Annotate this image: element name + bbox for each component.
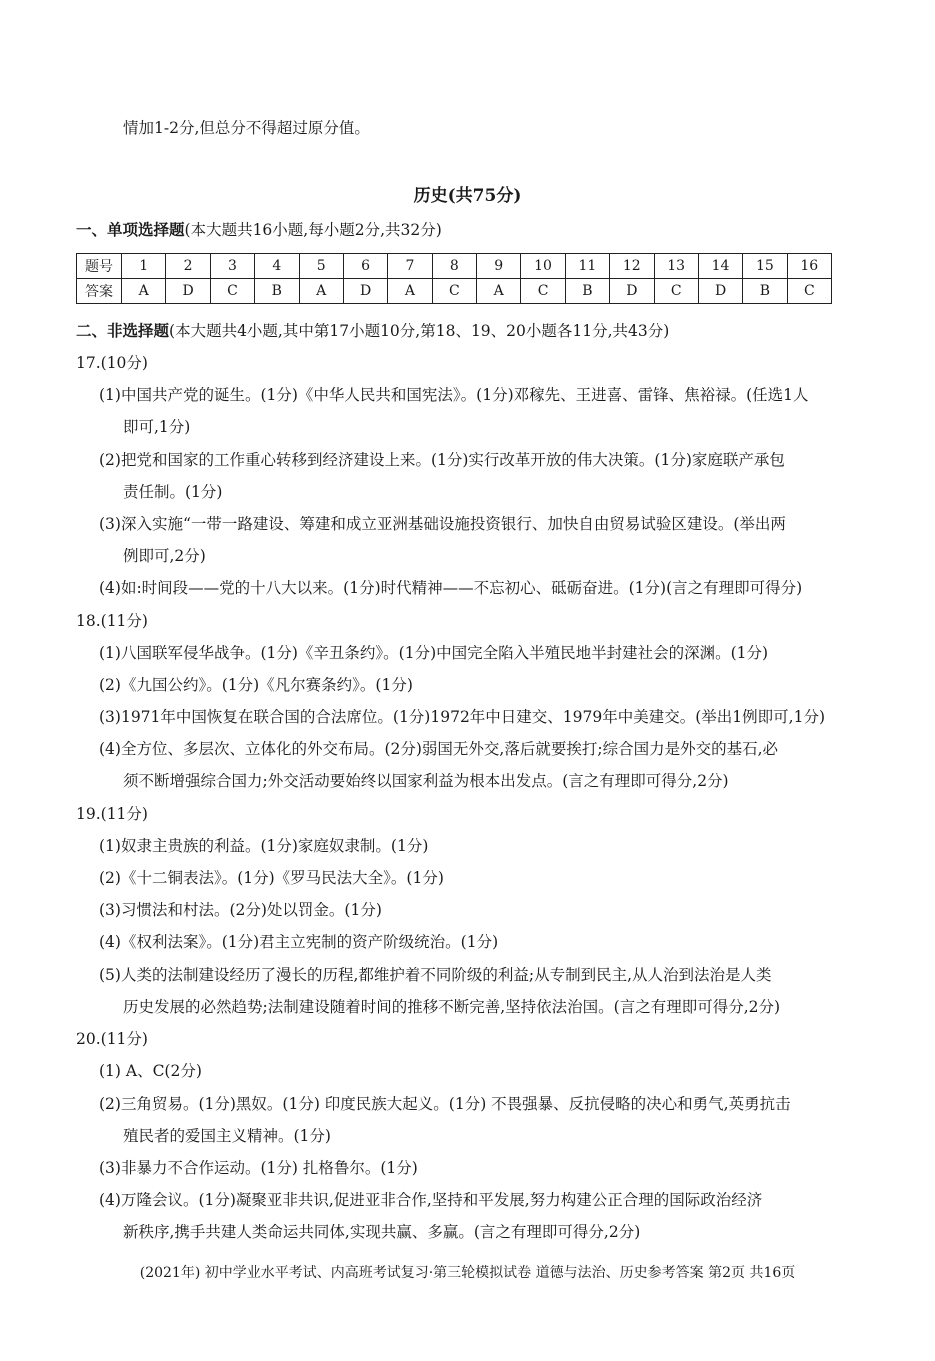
- q18-heading: 18.(11分): [76, 612, 148, 630]
- q19-answer-1: (1)奴隶主贵族的利益。(1分)家庭奴隶制。(1分): [99, 837, 429, 855]
- carryover-line: 情加1-2分,但总分不得超过原分值。: [123, 119, 370, 137]
- cell-answer: A: [299, 279, 343, 304]
- cell-number: 13: [654, 254, 698, 279]
- cell-answer: B: [565, 279, 609, 304]
- cell-answer: D: [166, 279, 210, 304]
- cell-number: 14: [698, 254, 742, 279]
- q20-answer-2: (2)三角贸易。(1分)黑奴。(1分) 印度民族大起义。(1分) 不畏强暴、反抗侵略的决心和勇气,英勇抗击: [99, 1095, 791, 1113]
- q17-answer-4: (4)如:时间段——党的十八大以来。(1分)时代精神——不忘初心、砥砺奋进。(1分)(言之有理即可得分): [99, 579, 803, 597]
- row-label-answer: 答案: [77, 279, 122, 304]
- q17-answer-2: (2)把党和国家的工作重心转移到经济建设上来。(1分)实行改革开放的伟大决策。(1分)家庭联产承包: [99, 451, 785, 469]
- q20-heading: 20.(11分): [76, 1030, 148, 1048]
- section2-heading: [76, 320, 669, 342]
- cell-number: 7: [388, 254, 432, 279]
- cell-answer: A: [388, 279, 432, 304]
- section2-note: (本大题共4小题,其中第17小题10分,第18、19、20小题各11分,共43分): [169, 322, 670, 340]
- q18-answer-1: (1)八国联军侵华战争。(1分)《辛丑条约》。(1分)中国完全陷入半殖民地半封建社会的深渊。(1分): [99, 644, 769, 662]
- q17-answer-1-cont: 即可,1分): [123, 418, 191, 436]
- q19-answer-5-cont: 历史发展的必然趋势;法制建设随着时间的推移不断完善,坚持依法治国。(言之有理即可得分,2分): [123, 998, 781, 1016]
- cell-number: 11: [565, 254, 609, 279]
- q18-answer-3: (3)1971年中国恢复在联合国的合法席位。(1分)1972年中日建交、1979年中美建交。(举出1例即可,1分): [99, 708, 825, 726]
- answer-table: [76, 253, 832, 304]
- q17-answer-1: (1)中国共产党的诞生。(1分)《中华人民共和国宪法》。(1分)邓稼先、王进喜、雷锋、焦裕禄。(任选1人: [99, 386, 809, 404]
- table-row-answers: [77, 279, 832, 304]
- cell-answer: C: [654, 279, 698, 304]
- q17-answer-3-cont: 例即可,2分): [123, 547, 206, 565]
- page-footer: (2021年) 初中学业水平考试、内高班考试复习·第三轮模拟试卷 道德与法治、历史参考答案 第2页 共16页: [139, 1265, 796, 1281]
- cell-number: 4: [255, 254, 299, 279]
- q20-answer-1: (1) A、C(2分): [99, 1062, 202, 1080]
- cell-number: 15: [743, 254, 787, 279]
- cell-number: 9: [477, 254, 521, 279]
- section2-heading-text: 二、非选择题: [76, 321, 170, 340]
- cell-number: 12: [610, 254, 654, 279]
- cell-number: 1: [122, 254, 166, 279]
- q18-answer-2: (2)《九国公约》。(1分)《凡尔赛条约》。(1分): [99, 676, 413, 694]
- q19-answer-3: (3)习惯法和村法。(2分)处以罚金。(1分): [99, 901, 382, 919]
- cell-number: 8: [432, 254, 476, 279]
- table-row-numbers: [77, 254, 832, 279]
- q20-answer-4-cont: 新秩序,携手共建人类命运共同体,实现共赢、多赢。(言之有理即可得分,2分): [123, 1223, 641, 1241]
- q19-answer-2: (2)《十二铜表法》。(1分)《罗马民法大全》。(1分): [99, 869, 444, 887]
- page-title: 历史(共75分): [413, 186, 522, 206]
- cell-number: 3: [210, 254, 254, 279]
- cell-number: 6: [343, 254, 387, 279]
- cell-answer: D: [343, 279, 387, 304]
- cell-answer: D: [610, 279, 654, 304]
- q18-answer-4: (4)全方位、多层次、立体化的外交布局。(2分)弱国无外交,落后就要挨打;综合国力是外交的基石,必: [99, 740, 778, 758]
- cell-answer: B: [743, 279, 787, 304]
- q17-heading: 17.(10分): [76, 354, 148, 372]
- cell-answer: D: [698, 279, 742, 304]
- cell-number: 16: [787, 254, 831, 279]
- cell-number: 10: [521, 254, 565, 279]
- q19-heading: 19.(11分): [76, 805, 148, 823]
- cell-answer: C: [432, 279, 476, 304]
- q19-answer-4: (4)《权利法案》。(1分)君主立宪制的资产阶级统治。(1分): [99, 933, 499, 951]
- section1-heading: [76, 219, 442, 241]
- q19-answer-5: (5)人类的法制建设经历了漫长的历程,都维护着不同阶级的利益;从专制到民主,从人治到法治是人类: [99, 966, 772, 984]
- cell-number: 5: [299, 254, 343, 279]
- q18-answer-4-cont: 须不断增强综合国力;外交活动要始终以国家利益为根本出发点。(言之有理即可得分,2分): [123, 772, 729, 790]
- q17-answer-2-cont: 责任制。(1分): [123, 483, 223, 501]
- row-label-number: 题号: [77, 254, 122, 279]
- cell-answer: A: [477, 279, 521, 304]
- cell-answer: C: [210, 279, 254, 304]
- section1-note: (本大题共16小题,每小题2分,共32分): [184, 221, 442, 239]
- cell-answer: C: [521, 279, 565, 304]
- section1-heading-text: 一、单项选择题: [76, 220, 185, 239]
- q17-answer-3: (3)深入实施“一带一路建设、筹建和成立亚洲基础设施投资银行、加快自由贸易试验区建设。(举出两: [99, 515, 786, 533]
- cell-answer: C: [787, 279, 831, 304]
- q20-answer-4: (4)万隆会议。(1分)凝聚亚非共识,促进亚非合作,坚持和平发展,努力构建公正合理的国际政治经济: [99, 1191, 763, 1209]
- q20-answer-2-cont: 殖民者的爱国主义精神。(1分): [123, 1127, 331, 1145]
- q20-answer-3: (3)非暴力不合作运动。(1分) 扎格鲁尔。(1分): [99, 1159, 418, 1177]
- cell-answer: B: [255, 279, 299, 304]
- cell-answer: A: [122, 279, 166, 304]
- cell-number: 2: [166, 254, 210, 279]
